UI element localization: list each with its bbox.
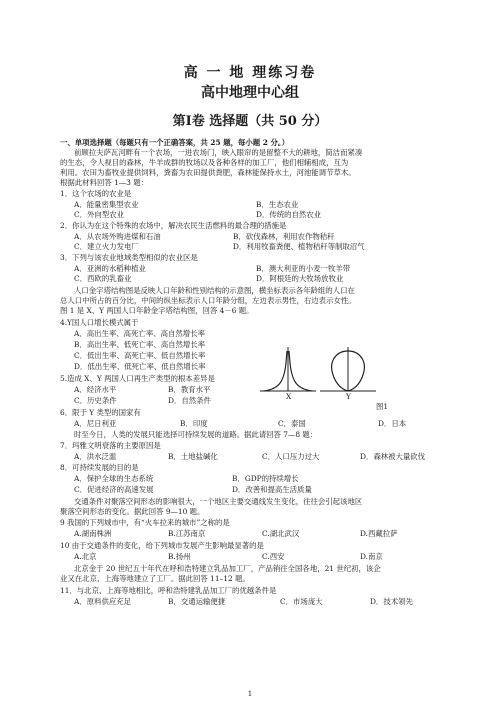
question-7: 7．玛雅文明衰落的主要原因是 [60,441,161,450]
option[interactable]: C．低出生率、高死亡率、低自然增长率 [74,351,206,360]
option[interactable]: D．森林被大量砍伐 [360,452,426,461]
passage-line: 根据此材料回答 1—3 题： [60,178,149,187]
option[interactable]: D.西藏拉萨 [360,529,398,538]
passage-line: 时至今日，人类的发展只能选择可持续发展的道路。据此请回答 7—8 题： [74,430,318,439]
option[interactable]: D．自然条件 [168,396,211,405]
question-9: 9 我国的下列城市中，有“火车拉来的城市”之称的是 [60,518,230,527]
passage-line: 利用。农田为畜牧业提供饲料，粪畜为农田提供粪肥，森林能保持水土，河池能调节草木。 [60,168,356,177]
passage-line: 人口金字塔结构图是反映人口年龄和性别结构的示意图，横坐标表示各年龄组的人口在 [74,286,355,295]
exam-title: 高 一 地 理练习卷 [183,65,317,81]
figure-label-y: Y [346,392,351,401]
option[interactable]: A．经济水平 [74,385,117,394]
part-heading: 一、单项选择题（每题只有一个正确答案，共 25 题，每小题 2 分。） [60,138,289,147]
passage-line: 交通条件对聚落空间形态的影响很大，一个地区主要交通线发生变化，往往会引起该地区 [74,497,363,506]
option[interactable]: B．砍伐森林，利用农作物秸秆 [233,232,335,241]
page-number: 1 [247,690,253,698]
option[interactable]: C．人口压力过大 [262,452,320,461]
option[interactable]: D．改善和提高生活质量 [232,485,312,494]
section-heading: 第Ⅰ卷 选择题（共 50 分） [172,114,328,129]
option[interactable]: D．低出生率、低死亡率、低自然增长率 [74,362,206,371]
question-5: 5.造成 X、Y 两国人口再生产类型的根本差异是 [60,374,215,383]
option[interactable]: D．阿根廷的大牧场放牧业 [256,274,344,283]
option[interactable]: D.南京 [360,552,383,561]
option[interactable]: B．高出生率、低死亡率、高自然增长率 [74,340,206,349]
passage-line: 北京金于 20 世纪五十年代在呼和浩特建立乳品加工厂，产品销往全国各地，21 世纪初，该企 [74,564,381,573]
option[interactable]: A．能量密集型农业 [74,200,139,209]
option[interactable]: C．泰国 [278,419,306,428]
option[interactable]: C．历史条件 [74,396,117,405]
option[interactable]: D．利用牧畜粪便、植物秸秆等制取沼气 [233,242,365,251]
option[interactable]: A．洪水泛滥 [74,452,117,461]
population-pyramid-figure [258,343,378,403]
exam-subtitle: 高中地理中心组 [201,85,299,101]
option[interactable]: B．GDP的持续增长 [232,474,299,483]
option[interactable]: A.北京 [74,552,97,561]
option[interactable]: A．亚洲的水稻种植业 [74,264,146,273]
option[interactable]: C．建立火力发电厂 [74,242,139,251]
option[interactable]: D．传统的自然农业 [256,210,322,219]
option[interactable]: C.西安 [262,552,285,561]
option[interactable]: C．促进经济的高速发展 [74,485,154,494]
question-2: 2．你认为在这个特殊的农场中，解决农民生活燃料的最合理的措施是 [60,221,287,230]
option[interactable]: D．日本 [378,419,407,428]
option[interactable]: B.扬州 [168,552,191,561]
option[interactable]: C．外向型农业 [74,210,124,219]
option[interactable]: B．生态农业 [256,200,299,209]
option[interactable]: C．西欧的乳畜业 [74,274,132,283]
figure-caption: 图1 [376,402,389,411]
passage-line: 业又在北京、上海等地建立了工厂。据此回答 11–12 题。 [60,574,250,583]
option[interactable]: A．尼日利亚 [74,419,117,428]
question-4: 4.Y国人口增长模式属于 [60,318,139,327]
option[interactable]: B．土地盐碱化 [168,452,218,461]
option[interactable]: A.湖南株洲 [74,529,112,538]
option[interactable]: B．澳大利亚的小麦一牧羊带 [256,264,351,273]
passage-line: 图 1 是 X、Y 两国人口年龄金字塔结构图，回答 4－6 题。 [60,306,254,315]
option[interactable]: C.湖北武汉 [262,529,300,538]
passage-line: 的生态，令人视目的森林，牛羊成群的牧场以及各种各样的加工厂，他们相辅相成，互为 [60,158,349,167]
question-8: 8．可持续发展的目的是 [60,463,139,472]
option[interactable]: A．保护全球的生态系统 [74,474,154,483]
option[interactable]: A．原料供应充足 [74,597,132,606]
passage-line: 总人口中所占的百分比，中间的纵坐标表示人口年龄分组，左边表示男性，右边表示女性。 [60,296,356,305]
question-1: 1．这个农场的农业是 [60,189,132,198]
question-3: 3．下列与该农业地域类型相似的农业区是 [60,253,198,262]
question-10: 10 由于交通条件的变化，给下列城市发展产生影响最显著的是 [60,541,264,550]
option[interactable]: B.江苏南京 [168,529,206,538]
passage-line: 聚落空间形态的变化。据此回答 9—10 题。 [60,507,205,516]
option[interactable]: A．从农场外购进煤和石油 [74,232,161,241]
figure-label-x: X [286,392,292,401]
option[interactable]: B．交通运输便捷 [168,597,226,606]
question-11: 11．与北京、上海等地相比，呼和浩特建乳品加工厂的优越条件是 [60,586,277,595]
option[interactable]: B．印度 [180,419,208,428]
option[interactable]: C．市场庞大 [280,597,323,606]
question-6: 6．限于 Y 类型的国家有 [60,408,141,417]
passage-line: 前顾拉夫萨瓦河畔有一个农场，一进农场门，映入眼帘的是留整不大的耕地，简洁而紧凑 [74,148,363,157]
option[interactable]: B．教育水平 [168,385,211,394]
option[interactable]: A．高出生率、高死亡率、高自然增长率 [74,329,205,338]
option[interactable]: D．技术领先 [370,597,413,606]
